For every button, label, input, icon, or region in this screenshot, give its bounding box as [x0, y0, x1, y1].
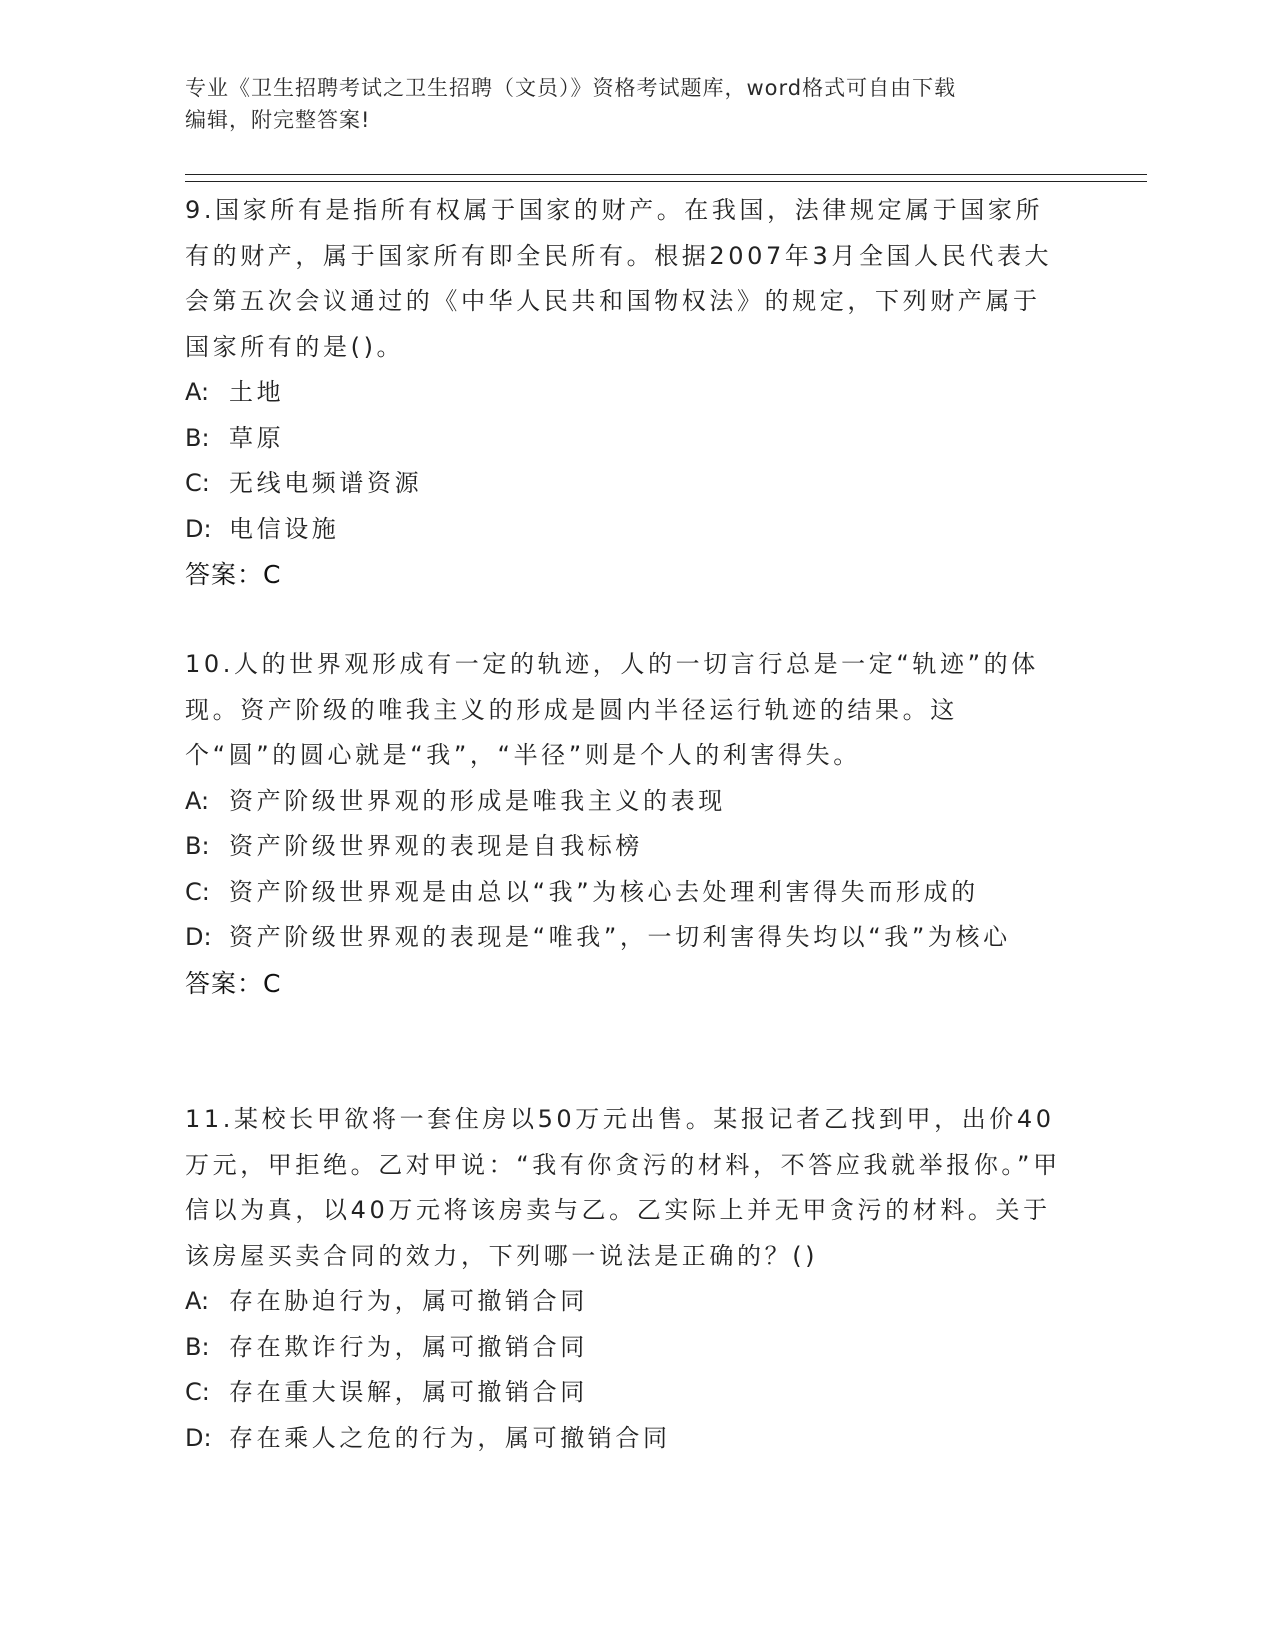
answer-label: 答案：C — [185, 968, 282, 998]
option-letter: D: — [185, 514, 212, 543]
option-text: 资产阶级世界观的表现是“唯我”，一切利害得失均以“我”为核心 — [229, 923, 1011, 951]
option-letter: D: — [185, 1423, 212, 1452]
header-divider-top — [185, 174, 1147, 175]
option-text: 存在重大误解，属可撤销合同 — [229, 1378, 588, 1406]
option-b — [185, 416, 1065, 462]
question-stem: 10.人的世界观形成有一定的轨迹，人的一切言行总是一定“轨迹”的体现。资产阶级的唯我主义的形成是圆内半径运行轨迹的结果。这个“圆”的圆心就是“我”，“半径”则是个人的利害得失。 — [185, 650, 1039, 769]
header-divider-bottom — [185, 181, 1147, 182]
answer-label: 答案：C — [185, 560, 282, 589]
option-letter: D: — [185, 923, 212, 951]
option-letter: B: — [185, 423, 210, 452]
option-text: 资产阶级世界观的形成是唯我主义的表现 — [229, 786, 726, 815]
option-a — [185, 1279, 1065, 1325]
option-text: 资产阶级世界观是由总以“我”为核心去处理利害得失而形成的 — [229, 877, 979, 906]
option-text: 草原 — [229, 423, 285, 452]
option-text: 资产阶级世界观的表现是自我标榜 — [229, 832, 643, 860]
option-b — [185, 1325, 1065, 1371]
option-c — [185, 461, 1065, 507]
option-letter: A: — [185, 786, 210, 815]
question-stem: 9.国家所有是指所有权属于国家的财产。在我国，法律规定属于国家所有的财产，属于国家所有即全民所有。根据2007年3月全国人民代表大会第五次会议通过的《中华人民共和国物权法》的规定，下列财产属于国家所有的是()。 — [185, 196, 1053, 361]
option-letter: B: — [185, 1332, 210, 1361]
option-d — [185, 915, 1065, 961]
option-letter: A: — [185, 1287, 210, 1315]
option-a — [185, 370, 1065, 416]
option-a — [185, 779, 1065, 825]
question-10 — [185, 642, 1065, 1006]
option-d — [185, 507, 1065, 553]
option-letter: A: — [185, 378, 210, 406]
question-stem: 11.某校长甲欲将一套住房以50万元出售。某报记者乙找到甲，出价40万元，甲拒绝。乙对甲说：“我有你贪污的材料，不答应我就举报你。”甲信以为真，以40万元将该房卖与乙。乙实际上并无甲贪污的材料。关于该房屋买卖合同的效力，下列哪一说法是正确的？() — [185, 1105, 1061, 1270]
option-c — [185, 1370, 1065, 1416]
option-text: 存在乘人之危的行为，属可撤销合同 — [229, 1423, 671, 1452]
option-text: 土地 — [229, 378, 285, 406]
header-line-1: 专业《卫生招聘考试之卫生招聘（文员）》资格考试题库，word格式可自由下载 — [185, 76, 957, 100]
option-text: 电信设施 — [229, 514, 340, 543]
document-header — [185, 72, 1085, 136]
option-text: 存在胁迫行为，属可撤销合同 — [229, 1287, 588, 1315]
option-letter: C: — [185, 1378, 210, 1406]
question-11 — [185, 1097, 1065, 1461]
option-letter: B: — [185, 832, 210, 860]
header-line-2: 编辑，附完整答案! — [185, 108, 371, 132]
option-b — [185, 824, 1065, 870]
option-letter: C: — [185, 469, 210, 497]
option-text: 存在欺诈行为，属可撤销合同 — [229, 1332, 588, 1361]
option-c — [185, 870, 1065, 916]
option-d — [185, 1416, 1065, 1462]
option-text: 无线电频谱资源 — [229, 469, 423, 497]
question-9 — [185, 188, 1065, 598]
option-letter: C: — [185, 877, 210, 906]
